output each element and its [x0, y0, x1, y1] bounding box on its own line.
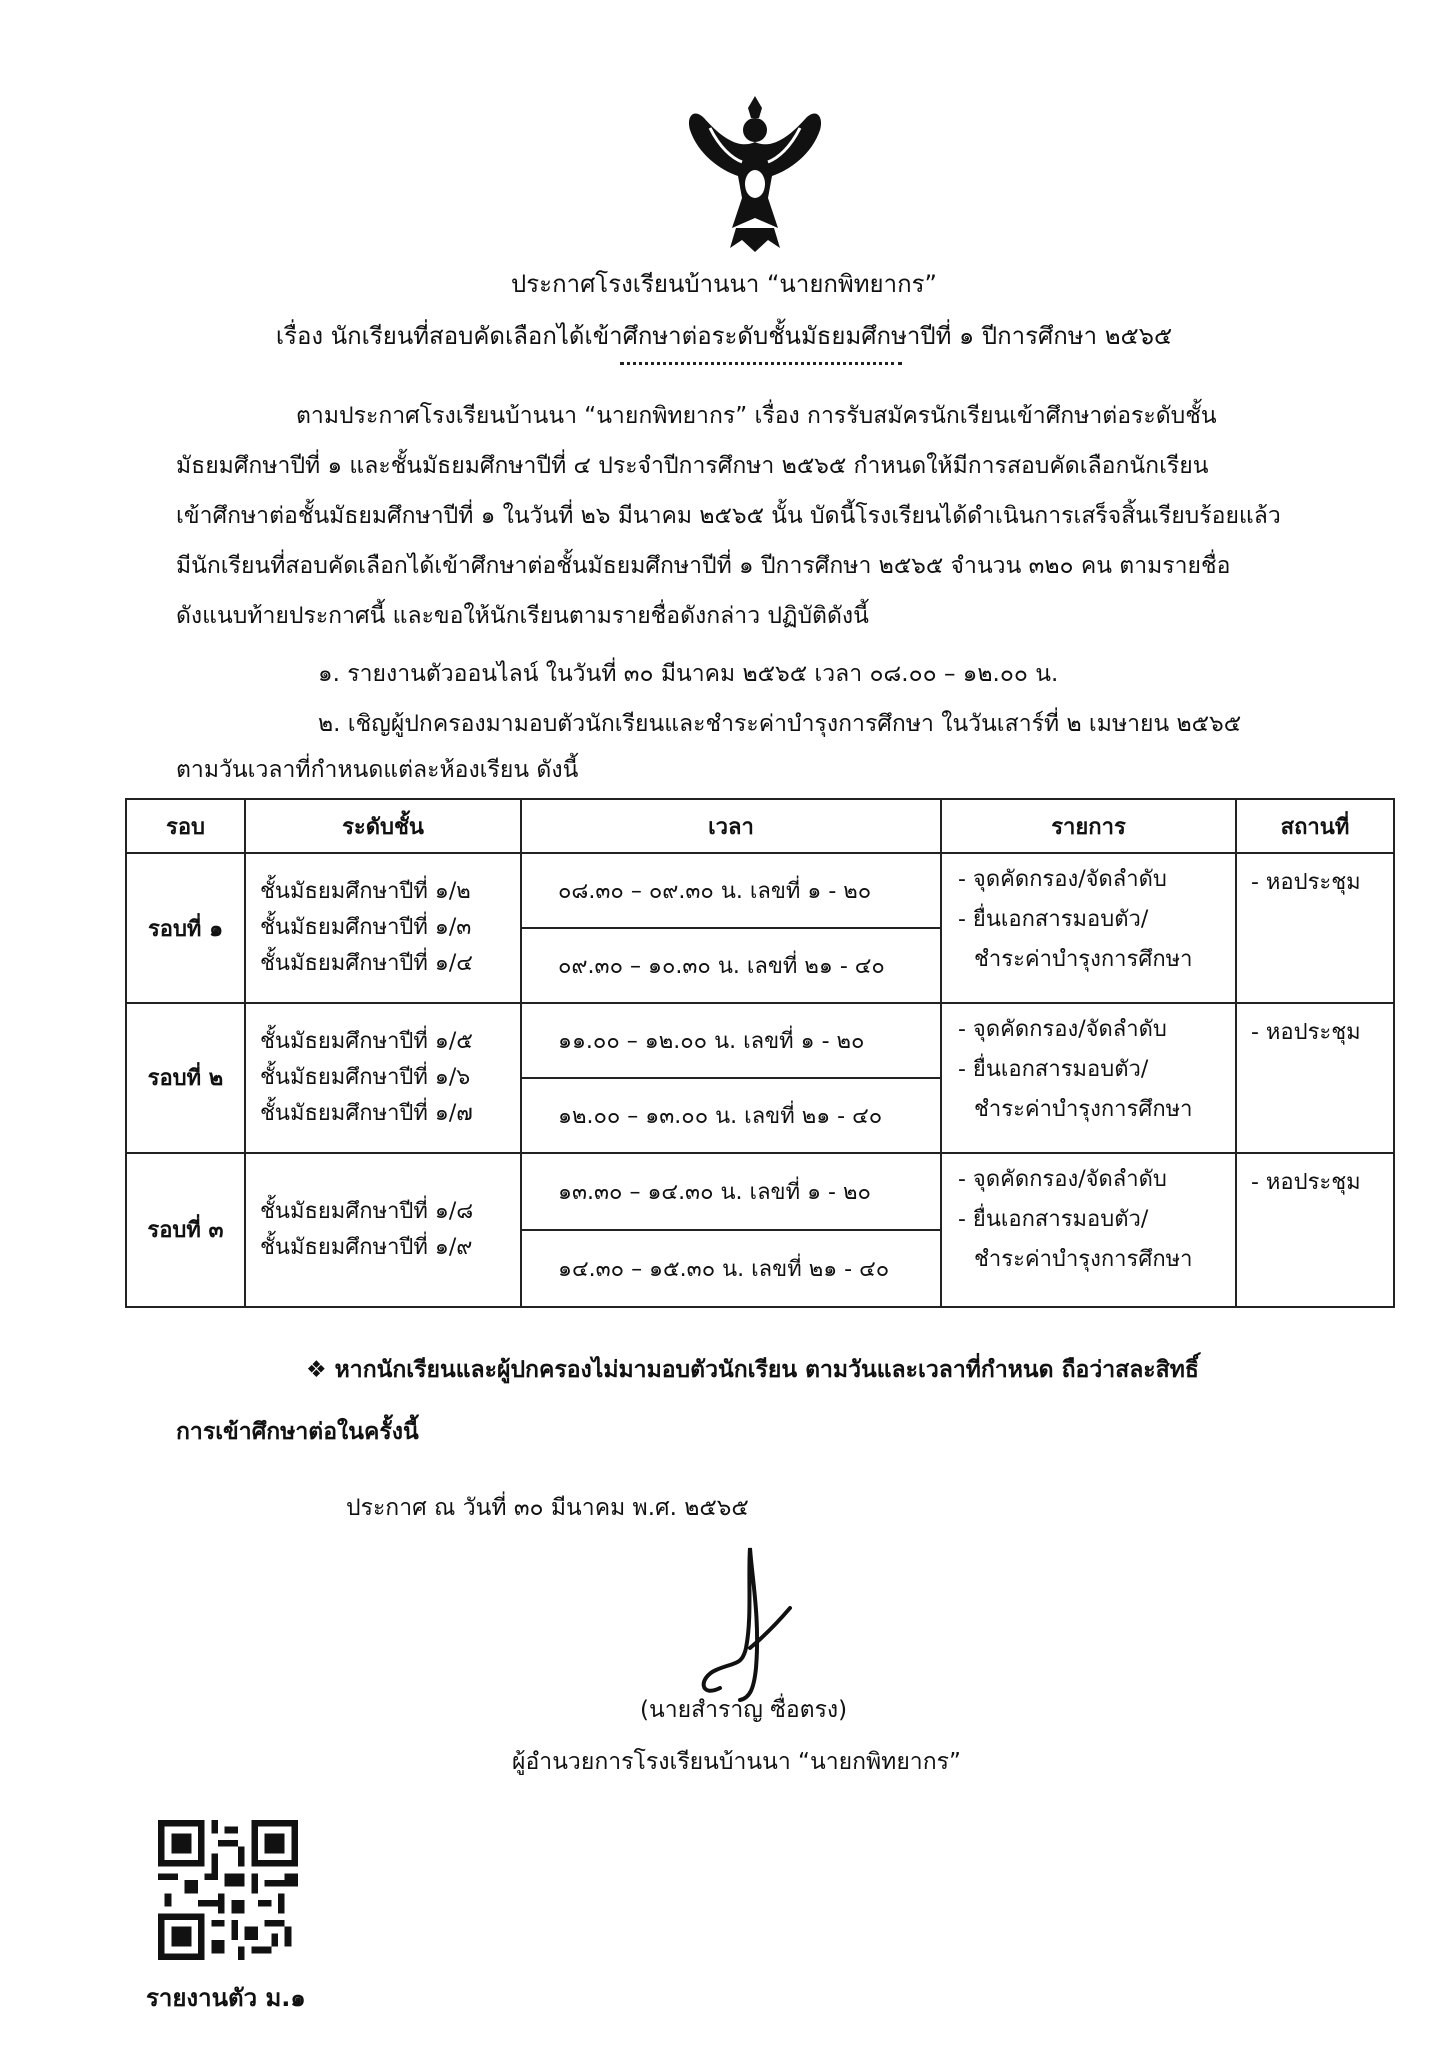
signer-position: ผู้อำนวยการโรงเรียนบ้านนา “นายกพิทยากร” [512, 1749, 961, 1775]
warning-note-text: หากนักเรียนและผู้ปกครองไม่มามอบตัวนักเรียน ตามวันและเวลาที่กำหนด ถือว่าสละสิทธิ์ [334, 1357, 1199, 1383]
diamond-bullet-icon: ❖ [306, 1357, 327, 1383]
item-label: - จุดคัดกรอง/จัดลำดับ [958, 1166, 1167, 1192]
item-label: - ยื่นเอกสารมอบตัว/ [958, 1057, 1149, 1082]
table-header-row [126, 799, 1394, 853]
qr-code-label: รายงานตัว ม.๑ [146, 1984, 306, 2012]
round-cell: รอบที่ ๒ [126, 1003, 245, 1153]
schedule-table [125, 798, 1395, 1308]
item-label: ชำระค่าบำรุงการศึกษา [974, 947, 1193, 973]
time-slot: ๑๔.๓๐ – ๑๕.๓๐ น. เลขที่ ๒๑ - ๔๐ [521, 1230, 941, 1307]
body-line-3: เข้าศึกษาต่อชั้นมัธยมศึกษาปีที่ ๑ ในวันที่ ๒๖ มีนาคม ๒๕๖๕ นั้น บัดนี้โรงเรียนได้ดำเนินการเสร็จสิ้นเรียบร้อยแล้ว [176, 503, 1281, 529]
instruction-item-2: ๒. เชิญผู้ปกครองมามอบตัวนักเรียนและชำระค่าบำรุงการศึกษา ในวันเสาร์ที่ ๒ เมษายน ๒๕๖๕ [318, 711, 1242, 737]
level-label: ชั้นมัธยมศึกษาปีที่ ๑/๒ [260, 879, 471, 905]
time-slot: ๐๘.๓๐ – ๐๙.๓๐ น. เลขที่ ๑ - ๒๐ [521, 853, 941, 928]
time-slot: ๐๙.๓๐ – ๑๐.๓๐ น. เลขที่ ๒๑ - ๔๐ [521, 928, 941, 1003]
item-label: - จุดคัดกรอง/จัดลำดับ [958, 1017, 1167, 1042]
instruction-item-1: ๑. รายงานตัวออนไลน์ ในวันที่ ๓๐ มีนาคม ๒๕๖๕ เวลา ๐๘.๐๐ – ๑๒.๐๐ น. [318, 661, 1059, 687]
round-cell: รอบที่ ๓ [126, 1153, 245, 1307]
item-label: - ยื่นเอกสารมอบตัว/ [958, 907, 1149, 933]
place-cell: - หอประชุม [1236, 853, 1394, 1003]
levels-cell [245, 853, 521, 1003]
signature-icon [690, 1538, 800, 1708]
level-label: ชั้นมัธยมศึกษาปีที่ ๑/๔ [260, 951, 473, 977]
dotted-divider [620, 362, 902, 365]
header-place: สถานที่ [1236, 799, 1394, 853]
body-line-2: มัธยมศึกษาปีที่ ๑ และชั้นมัธยมศึกษาปีที่ ๔ ประจำปีการศึกษา ๒๕๖๕ กำหนดให้มีการสอบคัดเลือกนักเรียน [176, 453, 1209, 479]
warning-note-line-2: การเข้าศึกษาต่อในครั้งนี้ [176, 1419, 419, 1445]
time-slot: ๑๒.๐๐ – ๑๓.๐๐ น. เลขที่ ๒๑ - ๔๐ [521, 1078, 941, 1153]
level-label: ชั้นมัธยมศึกษาปีที่ ๑/๘ [260, 1198, 474, 1224]
level-label: ชั้นมัธยมศึกษาปีที่ ๑/๕ [260, 1028, 473, 1054]
item-label: ชำระค่าบำรุงการศึกษา [974, 1097, 1193, 1122]
announcement-title: ประกาศโรงเรียนบ้านนา “นายกพิทยากร” [511, 270, 937, 298]
place-cell: - หอประชุม [1236, 1153, 1394, 1307]
instruction-item-2-continued: ตามวันเวลาที่กำหนดแต่ละห้องเรียน ดังนี้ [176, 757, 579, 783]
time-slot: ๑๓.๓๐ – ๑๔.๓๐ น. เลขที่ ๑ - ๒๐ [521, 1153, 941, 1230]
header-time: เวลา [521, 799, 941, 853]
item-label: - ยื่นเอกสารมอบตัว/ [958, 1206, 1149, 1232]
announcement-subject: เรื่อง นักเรียนที่สอบคัดเลือกได้เข้าศึกษาต่อระดับชั้นมัธยมศึกษาปีที่ ๑ ปีการศึกษา ๒๕๖๕ [275, 322, 1173, 350]
table-row [126, 853, 1394, 928]
garuda-emblem-icon [680, 88, 830, 256]
warning-note-line-1 [306, 1352, 1199, 1388]
levels-cell [245, 1003, 521, 1153]
item-label: - จุดคัดกรอง/จัดลำดับ [958, 867, 1167, 893]
items-cell [941, 853, 1236, 1003]
level-label: ชั้นมัธยมศึกษาปีที่ ๑/๓ [260, 915, 472, 941]
items-cell [941, 1003, 1236, 1153]
announcement-date: ประกาศ ณ วันที่ ๓๐ มีนาคม พ.ศ. ๒๕๖๕ [346, 1495, 749, 1521]
time-slot: ๑๑.๐๐ – ๑๒.๐๐ น. เลขที่ ๑ - ๒๐ [521, 1003, 941, 1078]
qr-code-icon [158, 1820, 298, 1960]
table-row [126, 1153, 1394, 1230]
items-cell [941, 1153, 1236, 1307]
levels-cell [245, 1153, 521, 1307]
header-items: รายการ [941, 799, 1236, 853]
header-round: รอบ [126, 799, 245, 853]
level-label: ชั้นมัธยมศึกษาปีที่ ๑/๗ [260, 1100, 473, 1126]
signer-name: (นายสำราญ ซื่อตรง) [640, 1697, 848, 1723]
item-label: ชำระค่าบำรุงการศึกษา [974, 1246, 1193, 1272]
body-line-1: ตามประกาศโรงเรียนบ้านนา “นายกพิทยากร” เรื่อง การรับสมัครนักเรียนเข้าศึกษาต่อระดับชั้น [296, 403, 1217, 429]
level-label: ชั้นมัธยมศึกษาปีที่ ๑/๙ [260, 1234, 473, 1260]
table-row [126, 1003, 1394, 1078]
round-cell: รอบที่ ๑ [126, 853, 245, 1003]
level-label: ชั้นมัธยมศึกษาปีที่ ๑/๖ [260, 1064, 471, 1090]
body-line-5: ดังแนบท้ายประกาศนี้ และขอให้นักเรียนตามรายชื่อดังกล่าว ปฏิบัติดังนี้ [176, 603, 869, 629]
place-cell: - หอประชุม [1236, 1003, 1394, 1153]
header-level: ระดับชั้น [245, 799, 521, 853]
body-line-4: มีนักเรียนที่สอบคัดเลือกได้เข้าศึกษาต่อชั้นมัธยมศึกษาปีที่ ๑ ปีการศึกษา ๒๕๖๕ จำนวน ๓๒๐ คน ตามรายชื่อ [176, 553, 1231, 579]
